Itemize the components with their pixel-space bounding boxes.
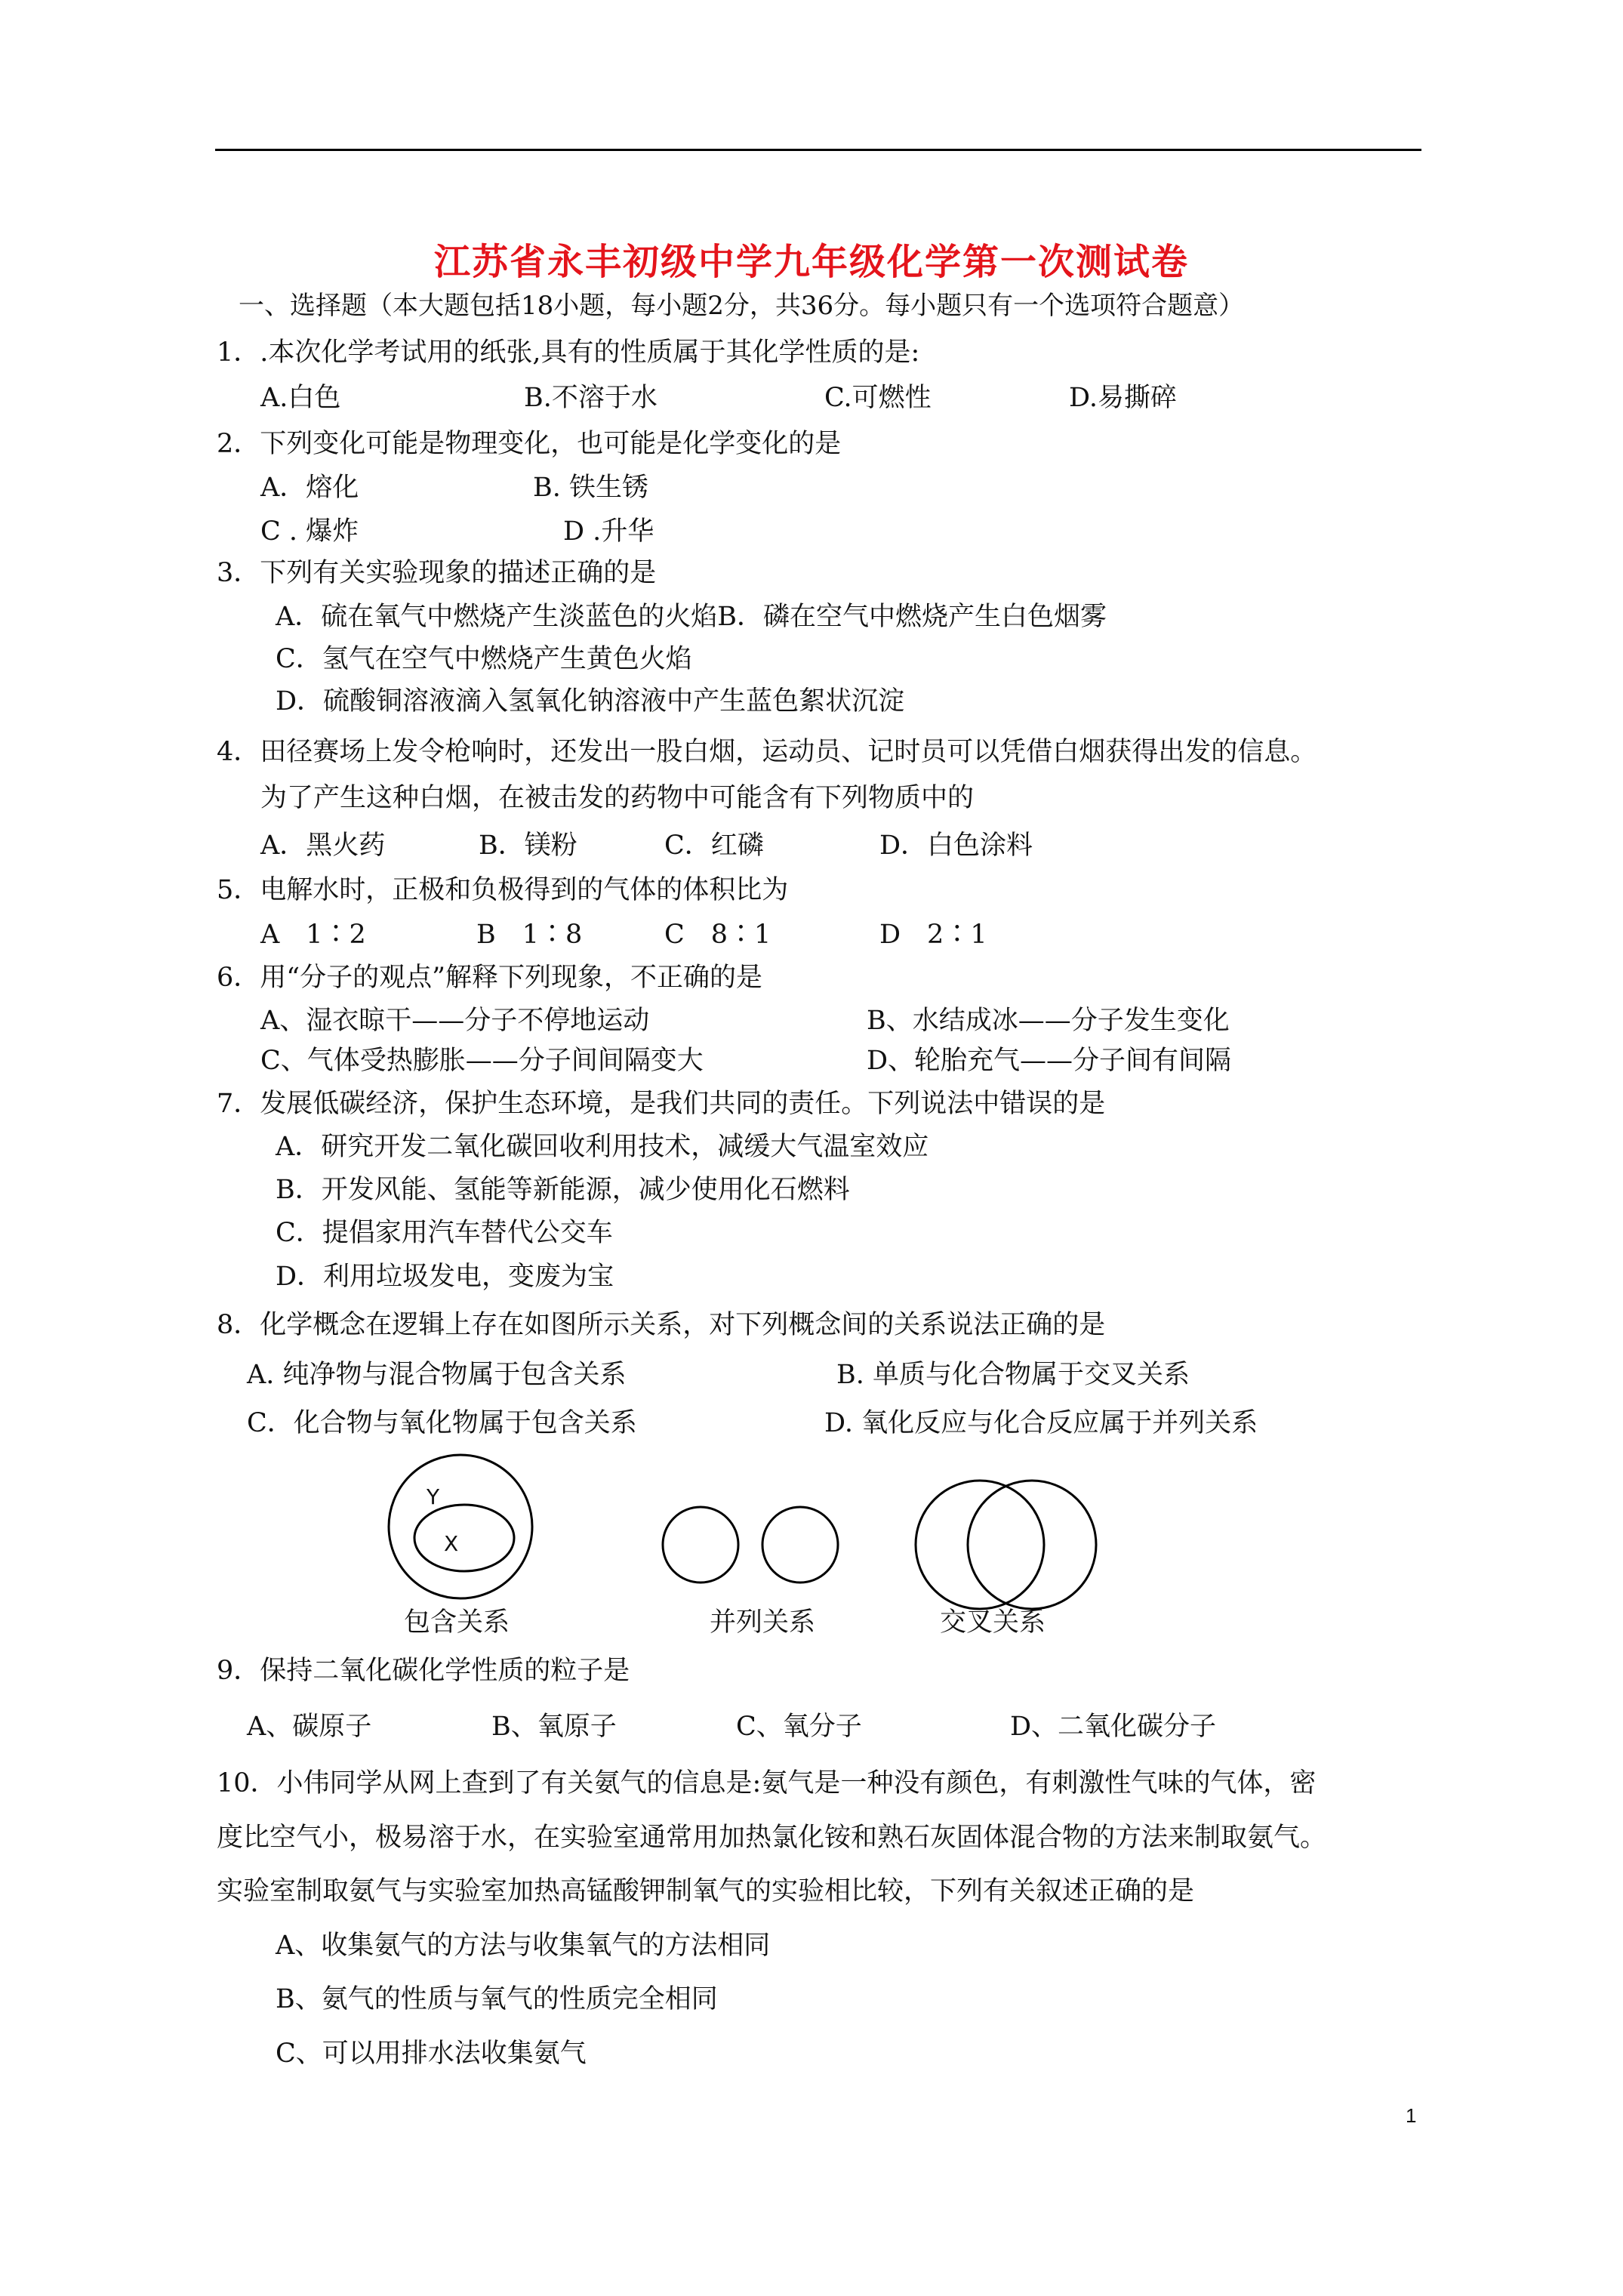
q6-option-c: C、气体受热膨胀——分子间间隔变大	[260, 1046, 704, 1076]
q7-option-d: D．利用垃圾发电，变废为宝	[276, 1262, 614, 1292]
diagram-label-y: Y	[427, 1484, 440, 1509]
q10-stem-line3: 实验室制取氨气与实验室加热高锰酸钾制氧气的实验相比较，下列有关叙述正确的是	[217, 1876, 1195, 1906]
q8-option-b: B. 单质与化合物属于交叉关系	[836, 1360, 1190, 1390]
q2-option-b: B. 铁生锈	[533, 473, 648, 503]
q4-stem-line2: 为了产生这种白烟，在被击发的药物中可能含有下列物质中的	[260, 783, 975, 813]
q4-option-d: D．白色涂料	[879, 831, 1033, 861]
parallel-circle-right	[762, 1507, 838, 1583]
q10-option-a: A、收集氨气的方法与收集氧气的方法相同	[276, 1931, 771, 1961]
q9-option-a: A、碳原子	[247, 1712, 372, 1742]
q2-option-c: C . 爆炸	[260, 516, 359, 547]
parallel-circle-left	[663, 1507, 738, 1583]
q5-option-a: A 1∶2	[260, 920, 366, 950]
q4-option-a: A．黑火药	[260, 831, 386, 861]
cross-circle-left	[916, 1481, 1044, 1609]
q6-option-b: B、水结成冰——分子发生变化	[867, 1006, 1230, 1036]
q10-stem-line1: 10．小伟同学从网上查到了有关氨气的信息是:氨气是一种没有颜色，有刺激性气味的气体，密	[217, 1768, 1317, 1798]
page-number: 1	[1406, 2104, 1417, 2127]
diagram-caption-parallel: 并列关系	[710, 1607, 816, 1638]
page-title: 江苏省永丰初级中学九年级化学第一次测试卷	[433, 241, 1189, 283]
q10-option-c: C、可以用排水法收集氨气	[276, 2039, 587, 2069]
diagram-label-x: X	[444, 1531, 459, 1556]
q8-option-a: A. 纯净物与混合物属于包含关系	[247, 1360, 627, 1390]
diagram-caption-cross: 交叉关系	[940, 1607, 1046, 1638]
q3-option-d: D．硫酸铜溶液滴入氢氧化钠溶液中产生蓝色絮状沉淀	[276, 686, 905, 717]
q9-option-d: D、二氧化碳分子	[1010, 1712, 1217, 1742]
q5-stem: 5．电解水时，正极和负极得到的气体的体积比为	[217, 875, 789, 905]
q6-stem: 6．用“分子的观点”解释下列现象，不正确的是	[217, 963, 763, 993]
q4-option-b: B．镁粉	[479, 831, 577, 861]
cross-circle-right	[968, 1481, 1096, 1609]
q6-option-a: A、湿衣晾干——分子不停地运动	[260, 1006, 650, 1036]
q1-stem: 1．.本次化学考试用的纸张,具有的性质属于其化学性质的是:	[217, 337, 920, 368]
q3-option-ab: A．硫在氧气中燃烧产生淡蓝色的火焰B．磷在空气中燃烧产生白色烟雾	[276, 602, 1107, 632]
q1-option-c: C.可燃性	[824, 383, 932, 413]
inner-ellipse-x	[414, 1505, 514, 1571]
q5-option-b: B 1∶8	[476, 920, 583, 950]
q10-option-b: B、氨气的性质与氧气的性质完全相同	[276, 1984, 718, 2014]
q1-option-d: D.易撕碎	[1069, 383, 1177, 413]
q4-stem-line1: 4．田径赛场上发令枪响时，还发出一股白烟，运动员、记时员可以凭借白烟获得出发的信息。	[217, 737, 1317, 767]
q10-stem-line2: 度比空气小，极易溶于水，在实验室通常用加热氯化铵和熟石灰固体混合物的方法来制取氨气。	[217, 1823, 1327, 1853]
q1-option-b: B.不溶于水	[524, 383, 658, 413]
q4-option-c: C．红磷	[664, 831, 764, 861]
q5-option-c: C 8∶1	[664, 920, 771, 950]
q9-option-b: B、氧原子	[491, 1712, 617, 1742]
q2-stem: 2．下列变化可能是物理变化，也可能是化学变化的是	[217, 429, 842, 459]
section-heading: 一、选择题（本大题包括18小题，每小题2分，共36分。每小题只有一个选项符合题意）	[239, 291, 1245, 321]
q9-option-c: C、氧分子	[736, 1712, 862, 1742]
q1-option-a: A.白色	[260, 383, 341, 413]
q2-option-a: A．熔化	[260, 473, 359, 503]
q8-option-d: D. 氧化反应与化合反应属于并列关系	[824, 1408, 1258, 1438]
q6-option-d: D、轮胎充气——分子间有间隔	[867, 1046, 1232, 1076]
q8-option-c: C．化合物与氧化物属于包含关系	[247, 1408, 637, 1438]
q7-option-a: A．研究开发二氧化碳回收利用技术，减缓大气温室效应	[276, 1132, 929, 1162]
q9-stem: 9．保持二氧化碳化学性质的粒子是	[217, 1656, 630, 1686]
q3-option-c: C．氢气在空气中燃烧产生黄色火焰	[276, 644, 692, 674]
q3-stem: 3．下列有关实验现象的描述正确的是	[217, 558, 657, 588]
q5-option-d: D 2∶1	[879, 920, 987, 950]
q7-option-b: B．开发风能、氢能等新能源，减少使用化石燃料	[276, 1175, 850, 1205]
q7-stem: 7．发展低碳经济，保护生态环境，是我们共同的责任。下列说法中错误的是	[217, 1089, 1106, 1119]
q8-stem: 8．化学概念在逻辑上存在如图所示关系，对下列概念间的关系说法正确的是	[217, 1310, 1106, 1340]
diagram-caption-inclusion: 包含关系	[404, 1607, 510, 1638]
q2-option-d: D .升华	[563, 516, 654, 547]
q7-option-c: C．提倡家用汽车替代公交车	[276, 1218, 613, 1248]
